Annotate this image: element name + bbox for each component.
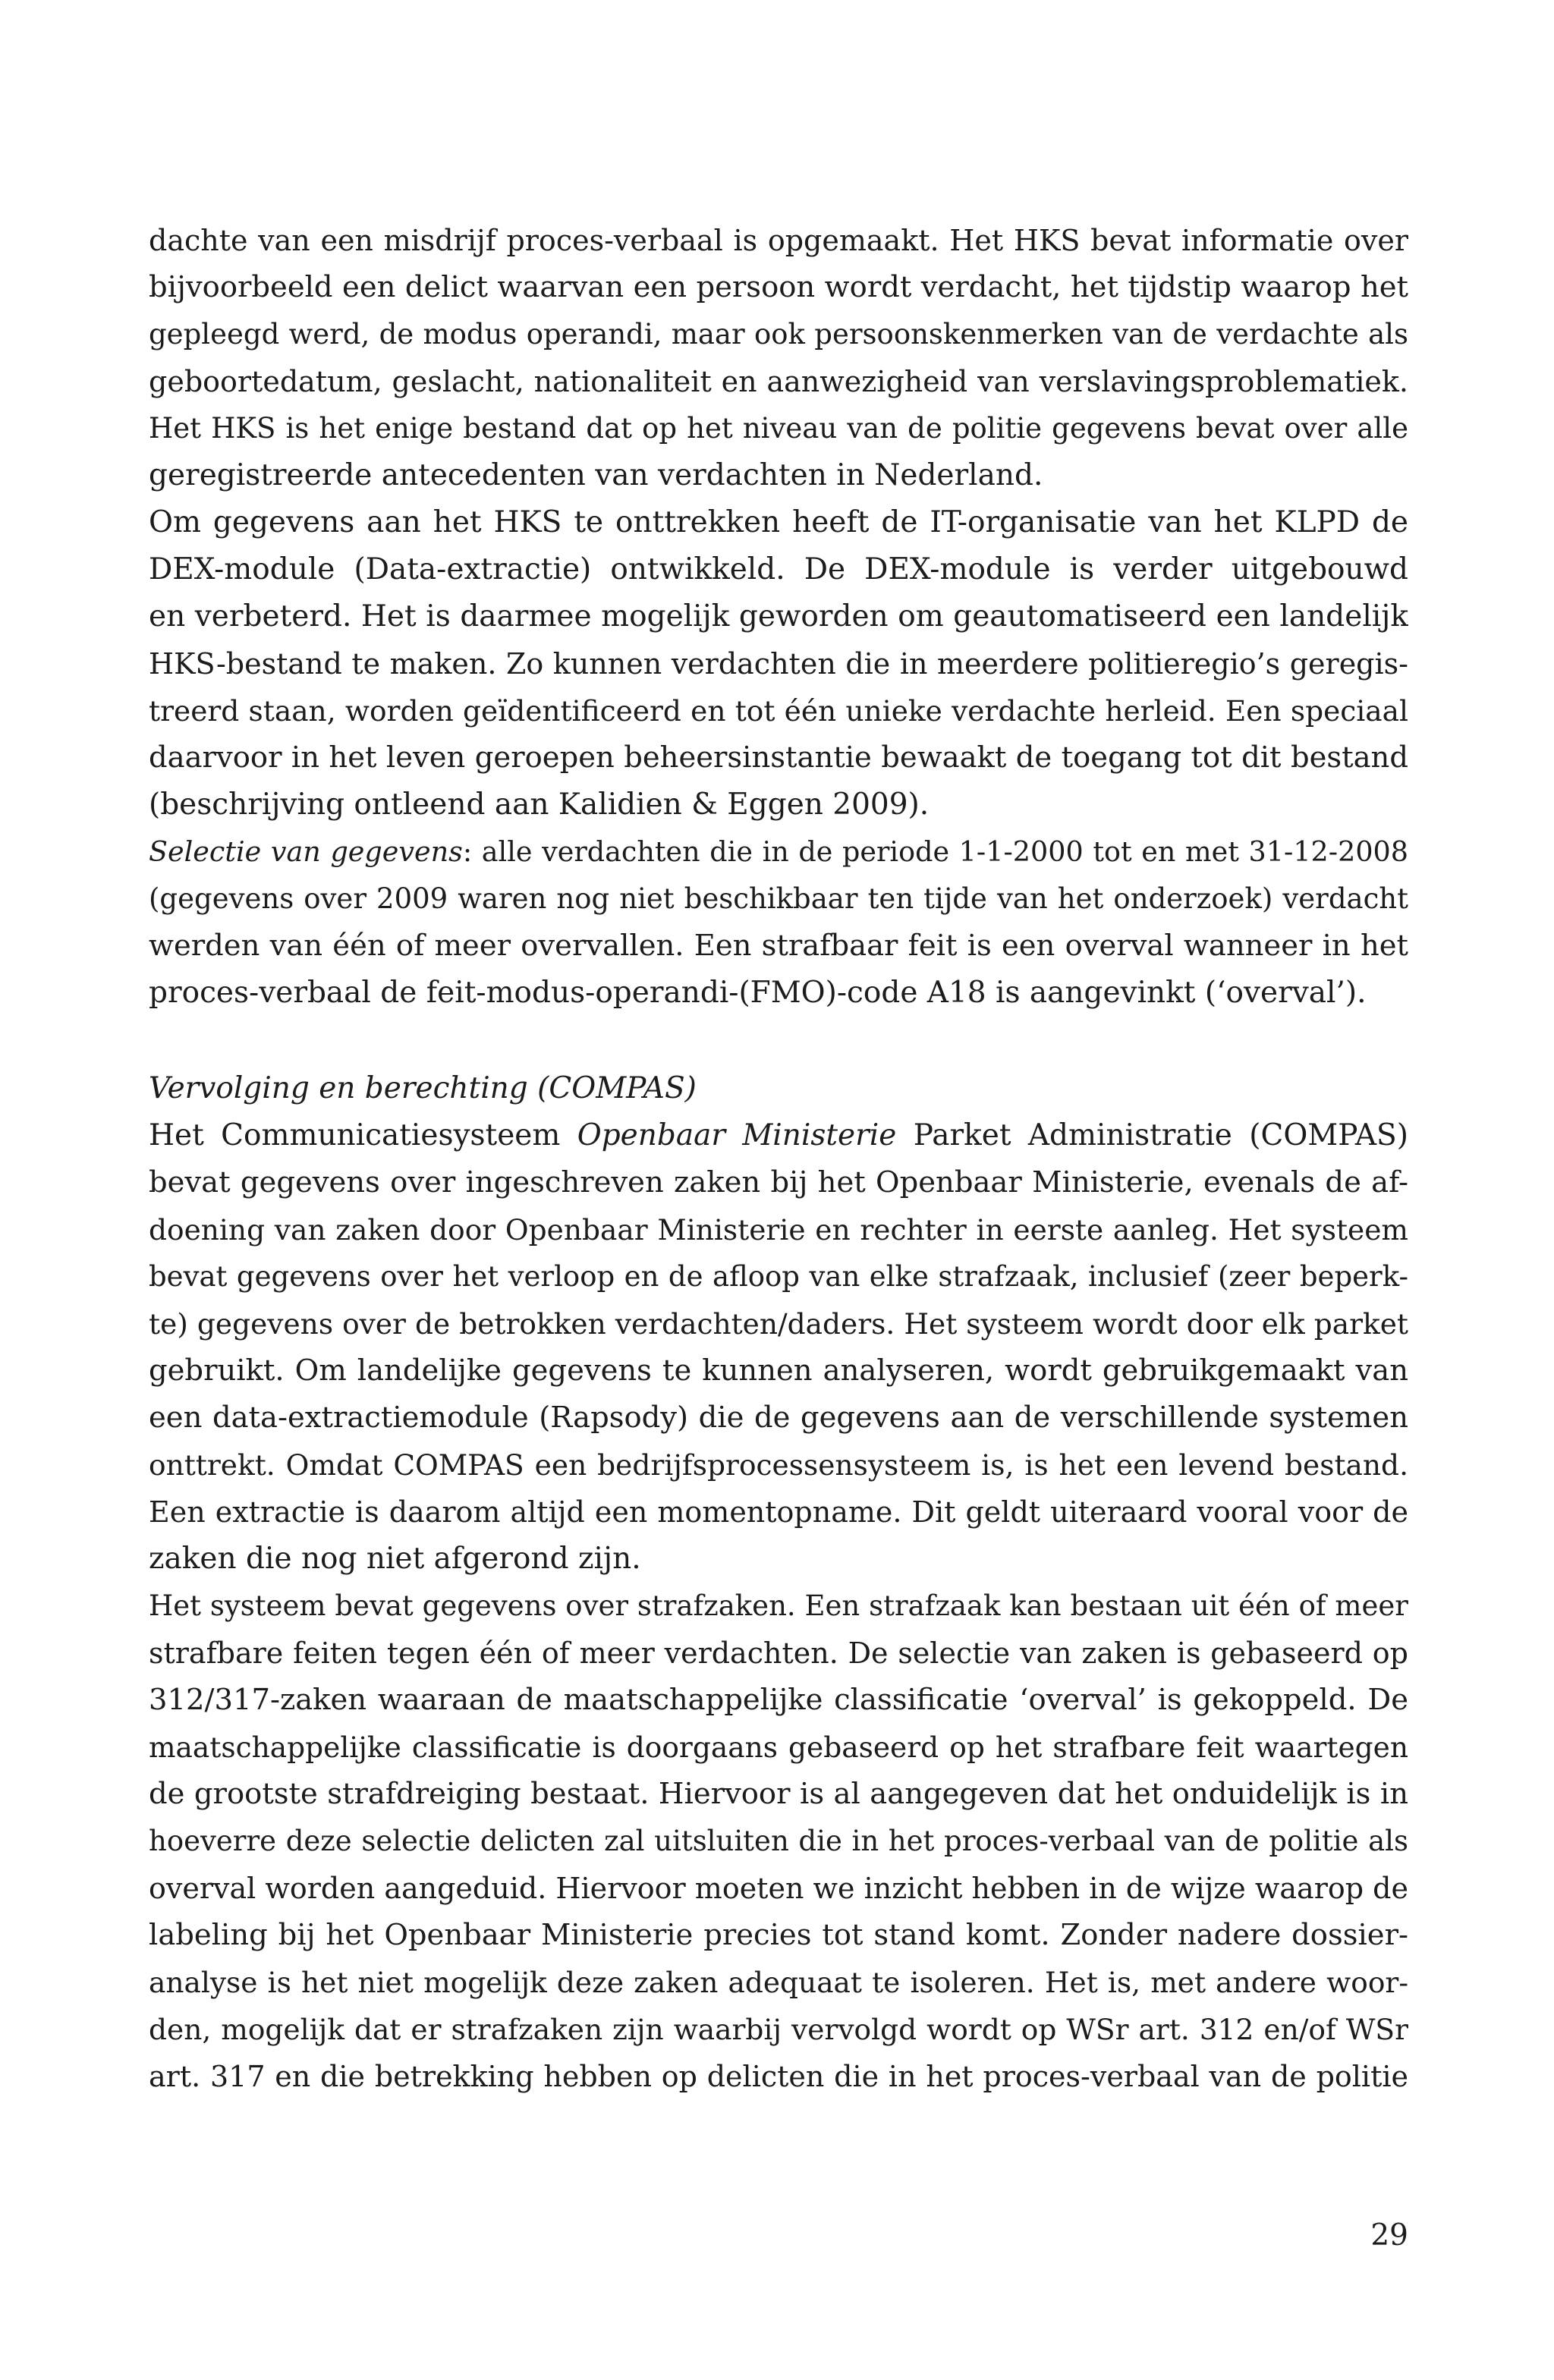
page-number: 29 — [1370, 2218, 1408, 2253]
text-line: bijvoorbeeld een delict waarvan een persoon wordt verdacht, het tijdstip waarop het — [149, 270, 1408, 304]
text-line: 312/317-zaken waaraan de maatschappelijke classificatie ‘overval’ is gekoppeld. De — [149, 1683, 1408, 1717]
text-line: DEX-module (Data-extractie) ontwikkeld. De DEX-module is verder uitgebouwd — [149, 552, 1408, 586]
text-line: proces-verbaal de feit-modus-operandi-(FMO)-code A18 is aangevinkt (‘overval’). — [149, 976, 1367, 1010]
text-line: strafbare feiten tegen één of meer verdachten. De selectie van zaken is gebaseerd op — [149, 1636, 1408, 1670]
section-compas — [149, 1065, 1408, 2100]
text-line: Een extractie is daarom altijd een momentopname. Dit geldt uiteraard vooral voor de — [149, 1495, 1408, 1529]
text-line: Om gegevens aan het HKS te onttrekken heeft de IT-organisatie van het KLPD de — [149, 505, 1408, 539]
text-line: (beschrijving ontleend aan Kalidien & Eggen 2009). — [149, 788, 930, 822]
text-line: geregistreerde antecedenten van verdachten in Nederland. — [149, 458, 1043, 492]
inline-italic-term: Openbaar Ministerie — [577, 1118, 897, 1152]
text-line: doening van zaken door Openbaar Ministerie en rechter in eerste aanleg. Het systeem — [149, 1213, 1408, 1247]
text-run: Parket Administratie (COMPAS) — [896, 1118, 1408, 1152]
body-text-hks — [149, 217, 1408, 1017]
text-line: onttrekt. Omdat COMPAS een bedrijfsprocessensysteem is, is het een levend bestand. — [149, 1448, 1408, 1482]
section-heading: Vervolging en berechting (COMPAS) — [149, 1071, 697, 1105]
text-line: analyse is het niet mogelijk deze zaken adequaat te isoleren. Het is, met andere woor- — [149, 1966, 1408, 1999]
text-line: en verbeterd. Het is daarmee mogelijk geworden om geautomatiseerd een landelijk — [149, 599, 1408, 634]
text-line: geboortedatum, geslacht, nationaliteit en aanwezigheid van verslavingsproblematiek. — [149, 365, 1408, 398]
text-line: HKS-bestand te maken. Zo kunnen verdachten die in meerdere politieregio’s geregis- — [149, 647, 1408, 681]
text-line: labeling bij het Openbaar Ministerie precies tot stand komt. Zonder nadere dossier- — [149, 1918, 1408, 1952]
text-line: gepleegd werd, de modus operandi, maar ook persoonskenmerken van de verdachte als — [149, 318, 1408, 351]
text-line: zaken die nog niet afgerond zijn. — [149, 1542, 641, 1576]
text-line: gebruikt. Om landelijke gegevens te kunnen analyseren, wordt gebruikgemaakt van — [149, 1353, 1408, 1388]
text-line: daarvoor in het leven geroepen beheersinstantie bewaakt de toegang tot dit bestand — [149, 740, 1408, 775]
text-line: treerd staan, worden geïdentificeerd en tot één unieke verdachte herleid. Een speciaal — [149, 694, 1408, 728]
text-line — [149, 828, 1408, 876]
text-run: Het Communicatiesysteem — [149, 1118, 577, 1152]
text-line — [149, 1112, 1408, 1159]
text-line: een data-extractiemodule (Rapsody) die de gegevens aan de verschillende systemen — [149, 1401, 1408, 1435]
text-line: bevat gegevens over het verloop en de afloop van elke strafzaak, inclusief (zeer beperk- — [149, 1260, 1408, 1293]
text-line: (gegevens over 2009 waren nog niet beschikbaar ten tijde van het onderzoek) verdacht — [149, 882, 1408, 915]
text-line: Het systeem bevat gegevens over strafzaken. Een strafzaak kan bestaan uit één of meer — [149, 1589, 1408, 1622]
text-line: art. 317 en die betrekking hebben op delicten die in het proces-verbaal van de politie — [149, 2060, 1408, 2093]
inline-italic-term: Selectie van gegevens — [149, 835, 463, 868]
text-line: Het HKS is het enige bestand dat op het niveau van de politie gegevens bevat over alle — [149, 412, 1408, 445]
text-line: hoeverre deze selectie delicten zal uitsluiten die in het proces-verbaal van de politie als — [149, 1825, 1408, 1857]
text-line: te) gegevens over de betrokken verdachten/daders. Het systeem wordt door elk parket — [149, 1307, 1408, 1341]
text-line: den, mogelijk dat er strafzaken zijn waarbij vervolgd wordt op WSr art. 312 en/of WSr — [149, 2013, 1408, 2046]
text-line: de grootste strafdreiging bestaat. Hiervoor is al aangegeven dat het onduidelijk is in — [149, 1777, 1408, 1811]
text-line: overval worden aangeduid. Hiervoor moeten we inzicht hebben in de wijze waarop de — [149, 1872, 1408, 1905]
text-line: bevat gegevens over ingeschreven zaken bij het Openbaar Ministerie, evenals de af- — [149, 1165, 1408, 1199]
text-line: dachte van een misdrijf proces-verbaal is opgemaakt. Het HKS bevat informatie over — [149, 224, 1408, 257]
text-line: werden van één of meer overvallen. Een strafbaar feit is een overval wanneer in het — [149, 929, 1408, 963]
text-run: : alle verdachten die in de periode 1-1-2000 tot en met 31-12-2008 — [462, 835, 1408, 868]
text-line: maatschappelijke classificatie is doorgaans gebaseerd op het strafbare feit waartegen — [149, 1731, 1408, 1764]
